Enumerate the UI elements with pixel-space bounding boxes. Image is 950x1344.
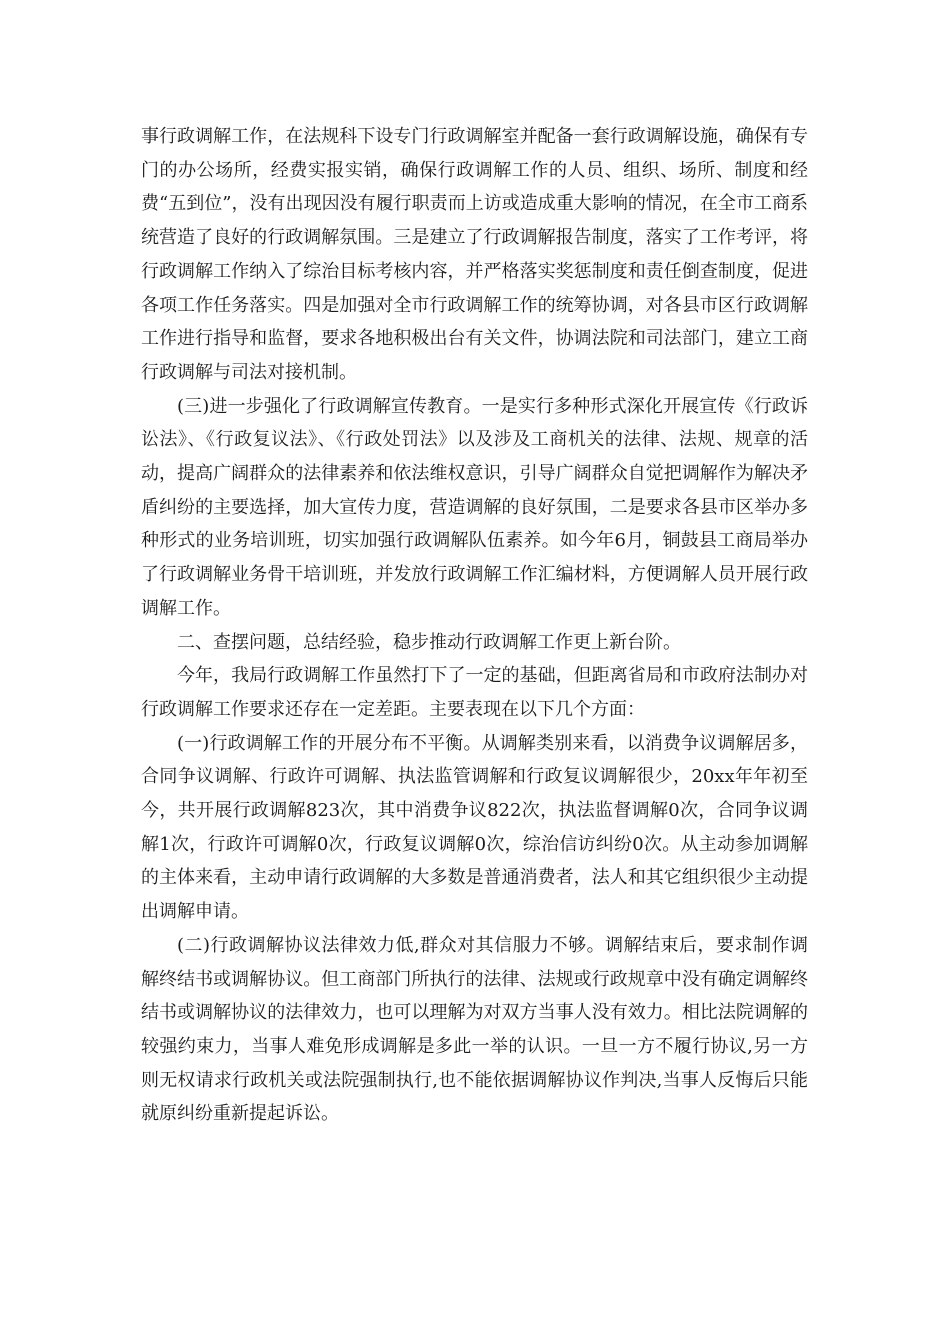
paragraph-gap-summary: 今年，我局行政调解工作虽然打下了一定的基础，但距离省局和市政府法制办对行政调解工作要求还存在一定差距。主要表现在以下几个方面： [141,665,808,720]
paragraph-problem-two: (二)行政调解协议法律效力低,群众对其信服力不够。调解结束后，要求制作调解终结书或调解协议。但工商部门所执行的法律、法规或行政规章中没有确定调解终结书或调解协议的法律效力，也可以理解为对双方当事人没有效力。相比法院调解的较强约束力，当事人难免形成调解是多此一举的认识。一旦一方不履行协议,另一方则无权请求行政机关或法院强制执行,也不能依据调解协议作判决,当事人反悔后只能就原纠纷重新提起诉讼。 [141,934,808,1125]
paragraph-problem-one: (一)行政调解工作的开展分布不平衡。从调解类别来看，以消费争议调解居多，合同争议调解、行政许可调解、执法监管调解和行政复议调解很少，20xx年年初至今，共开展行政调解823次，其中消费争议822次，执法监督调解0次，合同争议调解1次，行政许可调解0次，行政复议调解0次，综治信访纠纷0次。从主动参加调解的主体来看，主动申请行政调解的大多数是普通消费者，法人和其它组织很少主动提出调解申请。 [141,732,808,923]
paragraph-publicity-education: (三)进一步强化了行政调解宣传教育。一是实行多种形式深化开展宣传《行政诉讼法》、《行政复议法》、《行政处罚法》以及涉及工商机关的法律、法规、规章的活动，提高广阔群众的法律素养和依法维权意识，引导广阔群众自觉把调解作为解决矛盾纠纷的主要选择，加大宣传力度，营造调解的良好氛围，二是要求各县市区举办多种形式的业务培训班，切实加强行政调解队伍素养。如今年6月，铜鼓县工商局举办了行政调解业务骨干培训班，并发放行政调解工作汇编材料，方便调解人员开展行政调解工作。 [141,395,808,619]
document-page [141,120,808,1131]
paragraph-continuation: 事行政调解工作，在法规科下设专门行政调解室并配备一套行政调解设施，确保有专门的办公场所，经费实报实销，确保行政调解工作的人员、组织、场所、制度和经费“五到位”，没有出现因没有履行职责而上访或造成重大影响的情况，在全市工商系统营造了良好的行政调解氛围。三是建立了行政调解报告制度，落实了工作考评，将行政调解工作纳入了综治目标考核内容，并严格落实奖惩制度和责任倒查制度，促进各项工作任务落实。四是加强对全市行政调解工作的统筹协调，对各县市区行政调解工作进行指导和监督，要求各地积极出台有关文件，协调法院和司法部门，建立工商行政调解与司法对接机制。 [141,126,808,383]
section-heading-two: 二、查摆问题，总结经验，稳步推动行政调解工作更上新台阶。 [177,631,681,653]
